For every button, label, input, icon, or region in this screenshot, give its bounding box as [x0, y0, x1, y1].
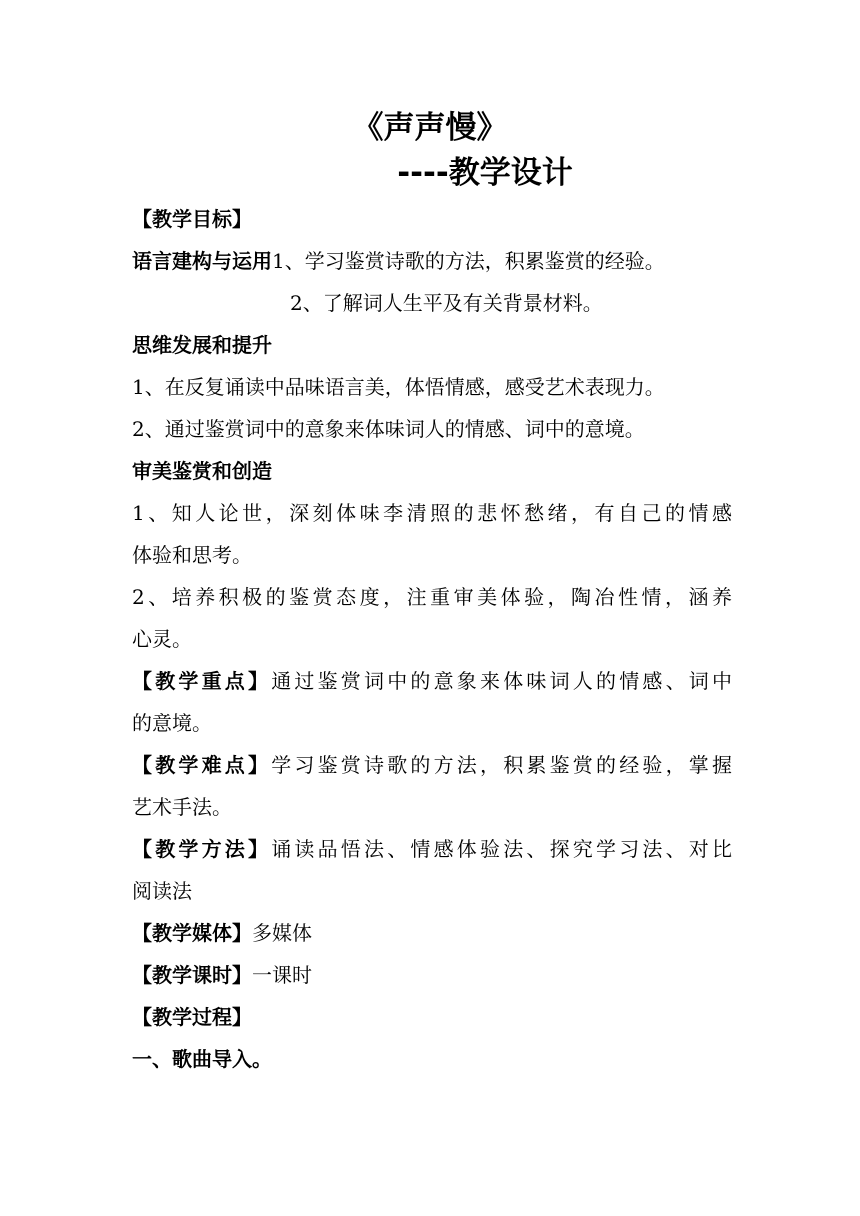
difficulty-line-2: 艺术手法。	[132, 795, 232, 819]
aesthetic-item-2-line-2: 心灵。	[132, 627, 192, 651]
hours-value: 一课时	[252, 963, 312, 987]
hours-label: 【教学课时】	[132, 963, 252, 987]
methods-line-1	[132, 829, 732, 869]
methods-line-2: 阅读法	[132, 879, 192, 903]
document-subtitle: ----教学设计	[397, 155, 573, 191]
difficulty-text: 学习鉴赏诗歌的方法，积累鉴赏的经验，掌握	[271, 753, 733, 777]
process-heading: 【教学过程】	[132, 1005, 252, 1029]
hours-line	[132, 955, 732, 995]
key-point-line-1	[132, 661, 732, 701]
aesthetic-item-1-line-2: 体验和思考。	[132, 543, 252, 567]
key-point-label: 【教学重点】	[132, 669, 272, 693]
media-label: 【教学媒体】	[132, 921, 252, 945]
key-point-text: 通过鉴赏词中的意象来体味词人的情感、词中	[271, 669, 733, 693]
aesthetic-label: 审美鉴赏和创造	[132, 459, 272, 483]
difficulty-label: 【教学难点】	[132, 753, 272, 777]
media-value: 多媒体	[252, 921, 312, 945]
section-1-heading: 一、歌曲导入。	[132, 1047, 272, 1071]
language-item-1: 1、学习鉴赏诗歌的方法，积累鉴赏的经验。	[272, 249, 665, 273]
aesthetic-item-2-line-1: 2、培养积极的鉴赏态度，注重审美体验，陶冶性情，涵养	[132, 585, 732, 609]
difficulty-line-1	[132, 745, 732, 785]
language-item-2: 2、了解词人生平及有关背景材料。	[290, 291, 603, 315]
thinking-label: 思维发展和提升	[132, 333, 272, 357]
methods-text: 诵读品悟法、情感体验法、探究学习法、对比	[271, 837, 733, 861]
language-label: 语言建构与运用	[132, 249, 272, 273]
media-line	[132, 913, 732, 953]
methods-label: 【教学方法】	[132, 837, 272, 861]
thinking-item-1: 1、在反复诵读中品味语言美，体悟情感，感受艺术表现力。	[132, 375, 665, 399]
language-line	[132, 241, 732, 281]
key-point-line-2: 的意境。	[132, 711, 212, 735]
aesthetic-item-1-line-1: 1、知人论世，深刻体味李清照的悲怀愁绪，有自己的情感	[132, 501, 732, 525]
thinking-item-2: 2、通过鉴赏词中的意象来体味词人的情感、词中的意境。	[132, 417, 645, 441]
document-title: 《声声慢》	[352, 110, 508, 146]
objectives-heading: 【教学目标】	[132, 207, 252, 231]
